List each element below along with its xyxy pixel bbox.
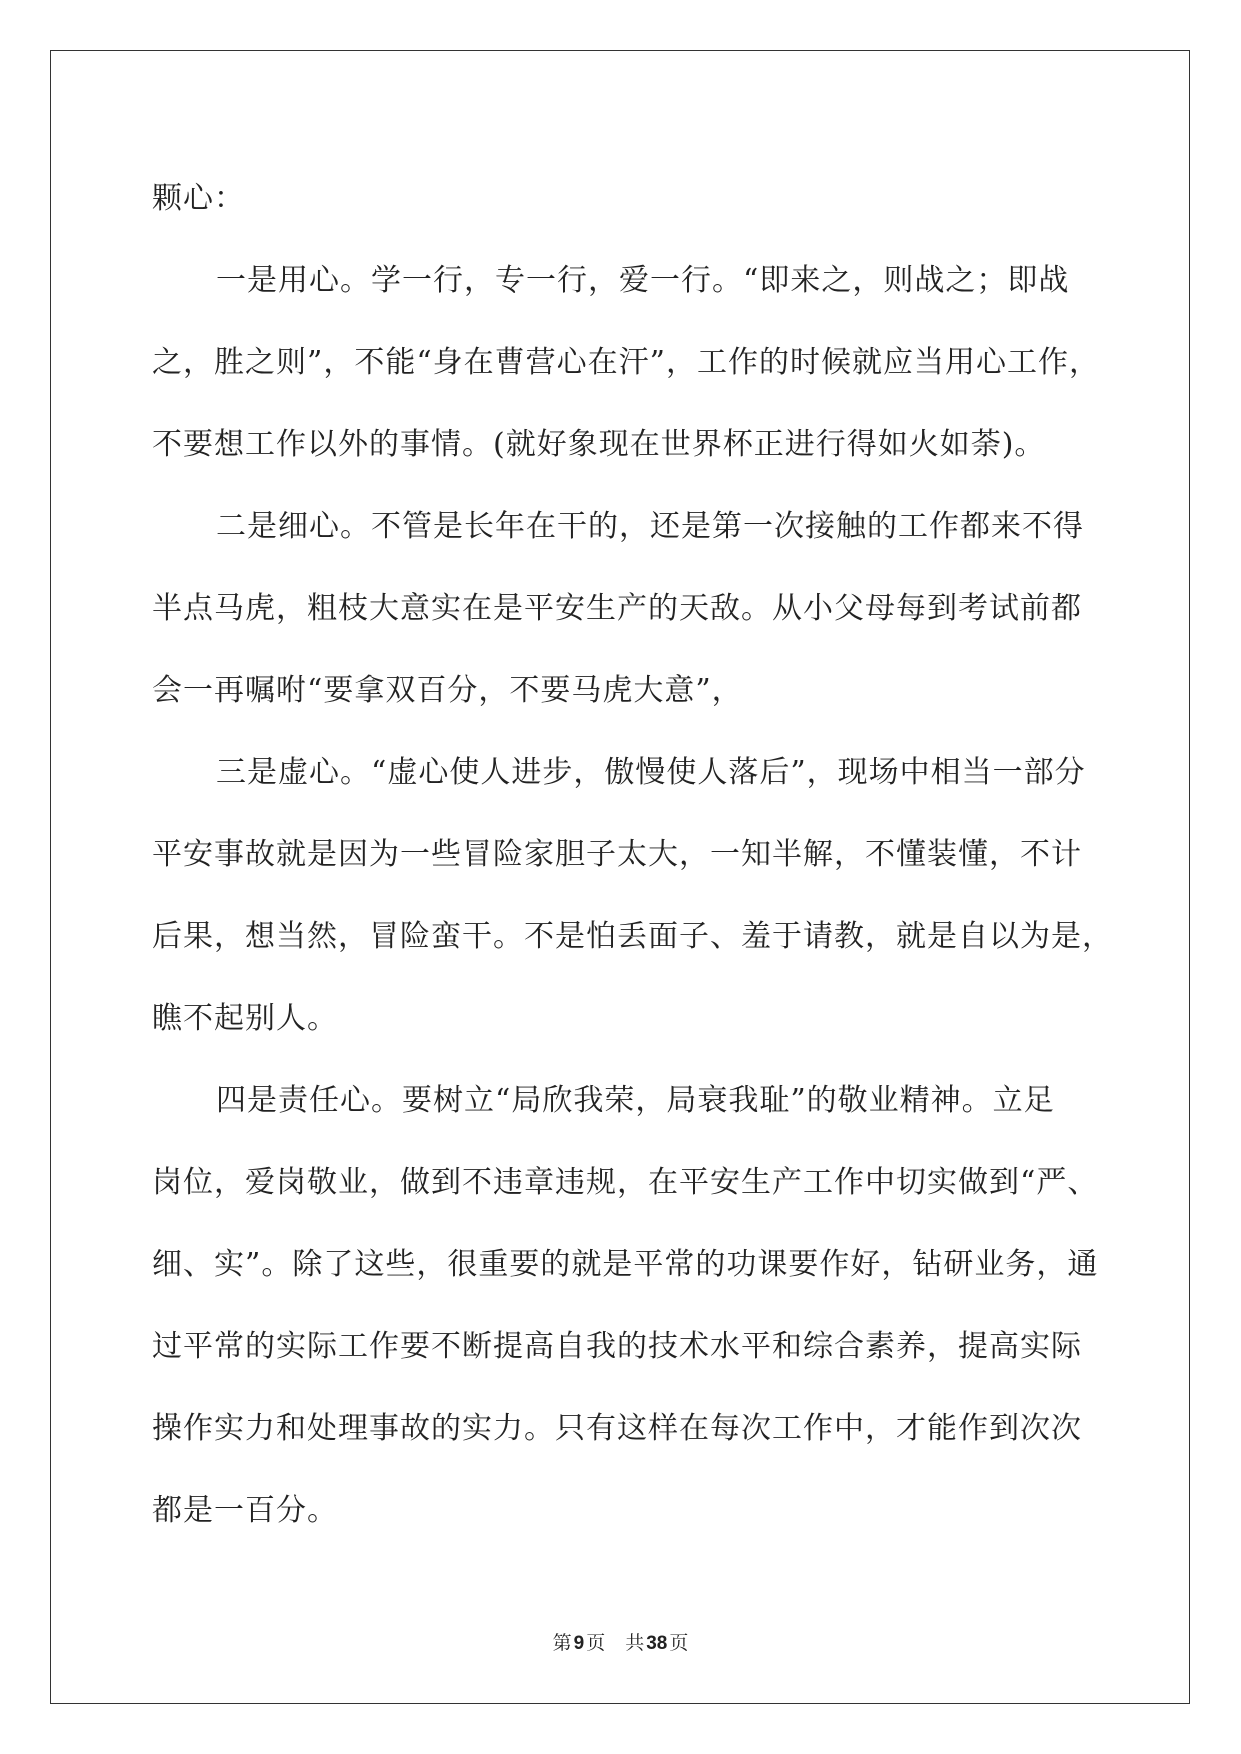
text-line: 半点马虎，粗枝大意实在是平安生产的天敌。从小父母每到考试前都 (152, 591, 1082, 626)
text-line: 岗位，爱岗敬业，做到不违章违规，在平安生产工作中切实做到“严、 (152, 1165, 1099, 1200)
paragraph-first-line: 三是虚心。“虚心使人进步，傲慢使人落后”，现场中相当一部分 (216, 755, 1086, 790)
text-line: 细、实”。除了这些，很重要的就是平常的功课要作好，钻研业务，通 (152, 1247, 1099, 1282)
page-suffix: 页 (586, 1632, 606, 1654)
text-line: 之，胜之则”，不能“身在曹营心在汗”，工作的时候就应当用心工作， (152, 345, 1101, 380)
paragraph-first-line: 二是细心。不管是长年在干的，还是第一次接触的工作都来不得 (216, 509, 1084, 544)
total-suffix: 页 (669, 1632, 689, 1654)
document-body (152, 158, 1113, 1552)
page-number: 9 (573, 1633, 585, 1654)
total-prefix: 共 (625, 1632, 645, 1654)
text-line: 过平常的实际工作要不断提高自我的技术水平和综合素养，提高实际 (152, 1329, 1082, 1364)
text-line: 瞧不起别人。 (152, 1001, 338, 1036)
text-line: 操作实力和处理事故的实力。只有这样在每次工作中，才能作到次次 (152, 1411, 1082, 1446)
text-line: 会一再嘱咐“要拿双百分，不要马虎大意”， (152, 673, 743, 708)
text-line: 颗心： (152, 181, 245, 216)
paragraph-first-line: 四是责任心。要树立“局欣我荣，局衰我耻”的敬业精神。立足 (216, 1083, 1055, 1118)
text-line: 平安事故就是因为一些冒险家胆子太大，一知半解，不懂装懂，不计 (152, 837, 1082, 872)
page-prefix: 第 (552, 1632, 572, 1654)
paragraph-first-line: 一是用心。学一行，专一行，爱一行。“即来之，则战之；即战 (216, 263, 1070, 298)
text-line: 不要想工作以外的事情。(就好象现在世界杯正进行得如火如荼)。 (152, 427, 1046, 462)
total-pages: 38 (646, 1633, 668, 1654)
page-footer (0, 1628, 1241, 1655)
text-line: 都是一百分。 (152, 1493, 338, 1528)
text-line: 后果，想当然，冒险蛮干。不是怕丢面子、羞于请教，就是自以为是， (152, 919, 1113, 954)
